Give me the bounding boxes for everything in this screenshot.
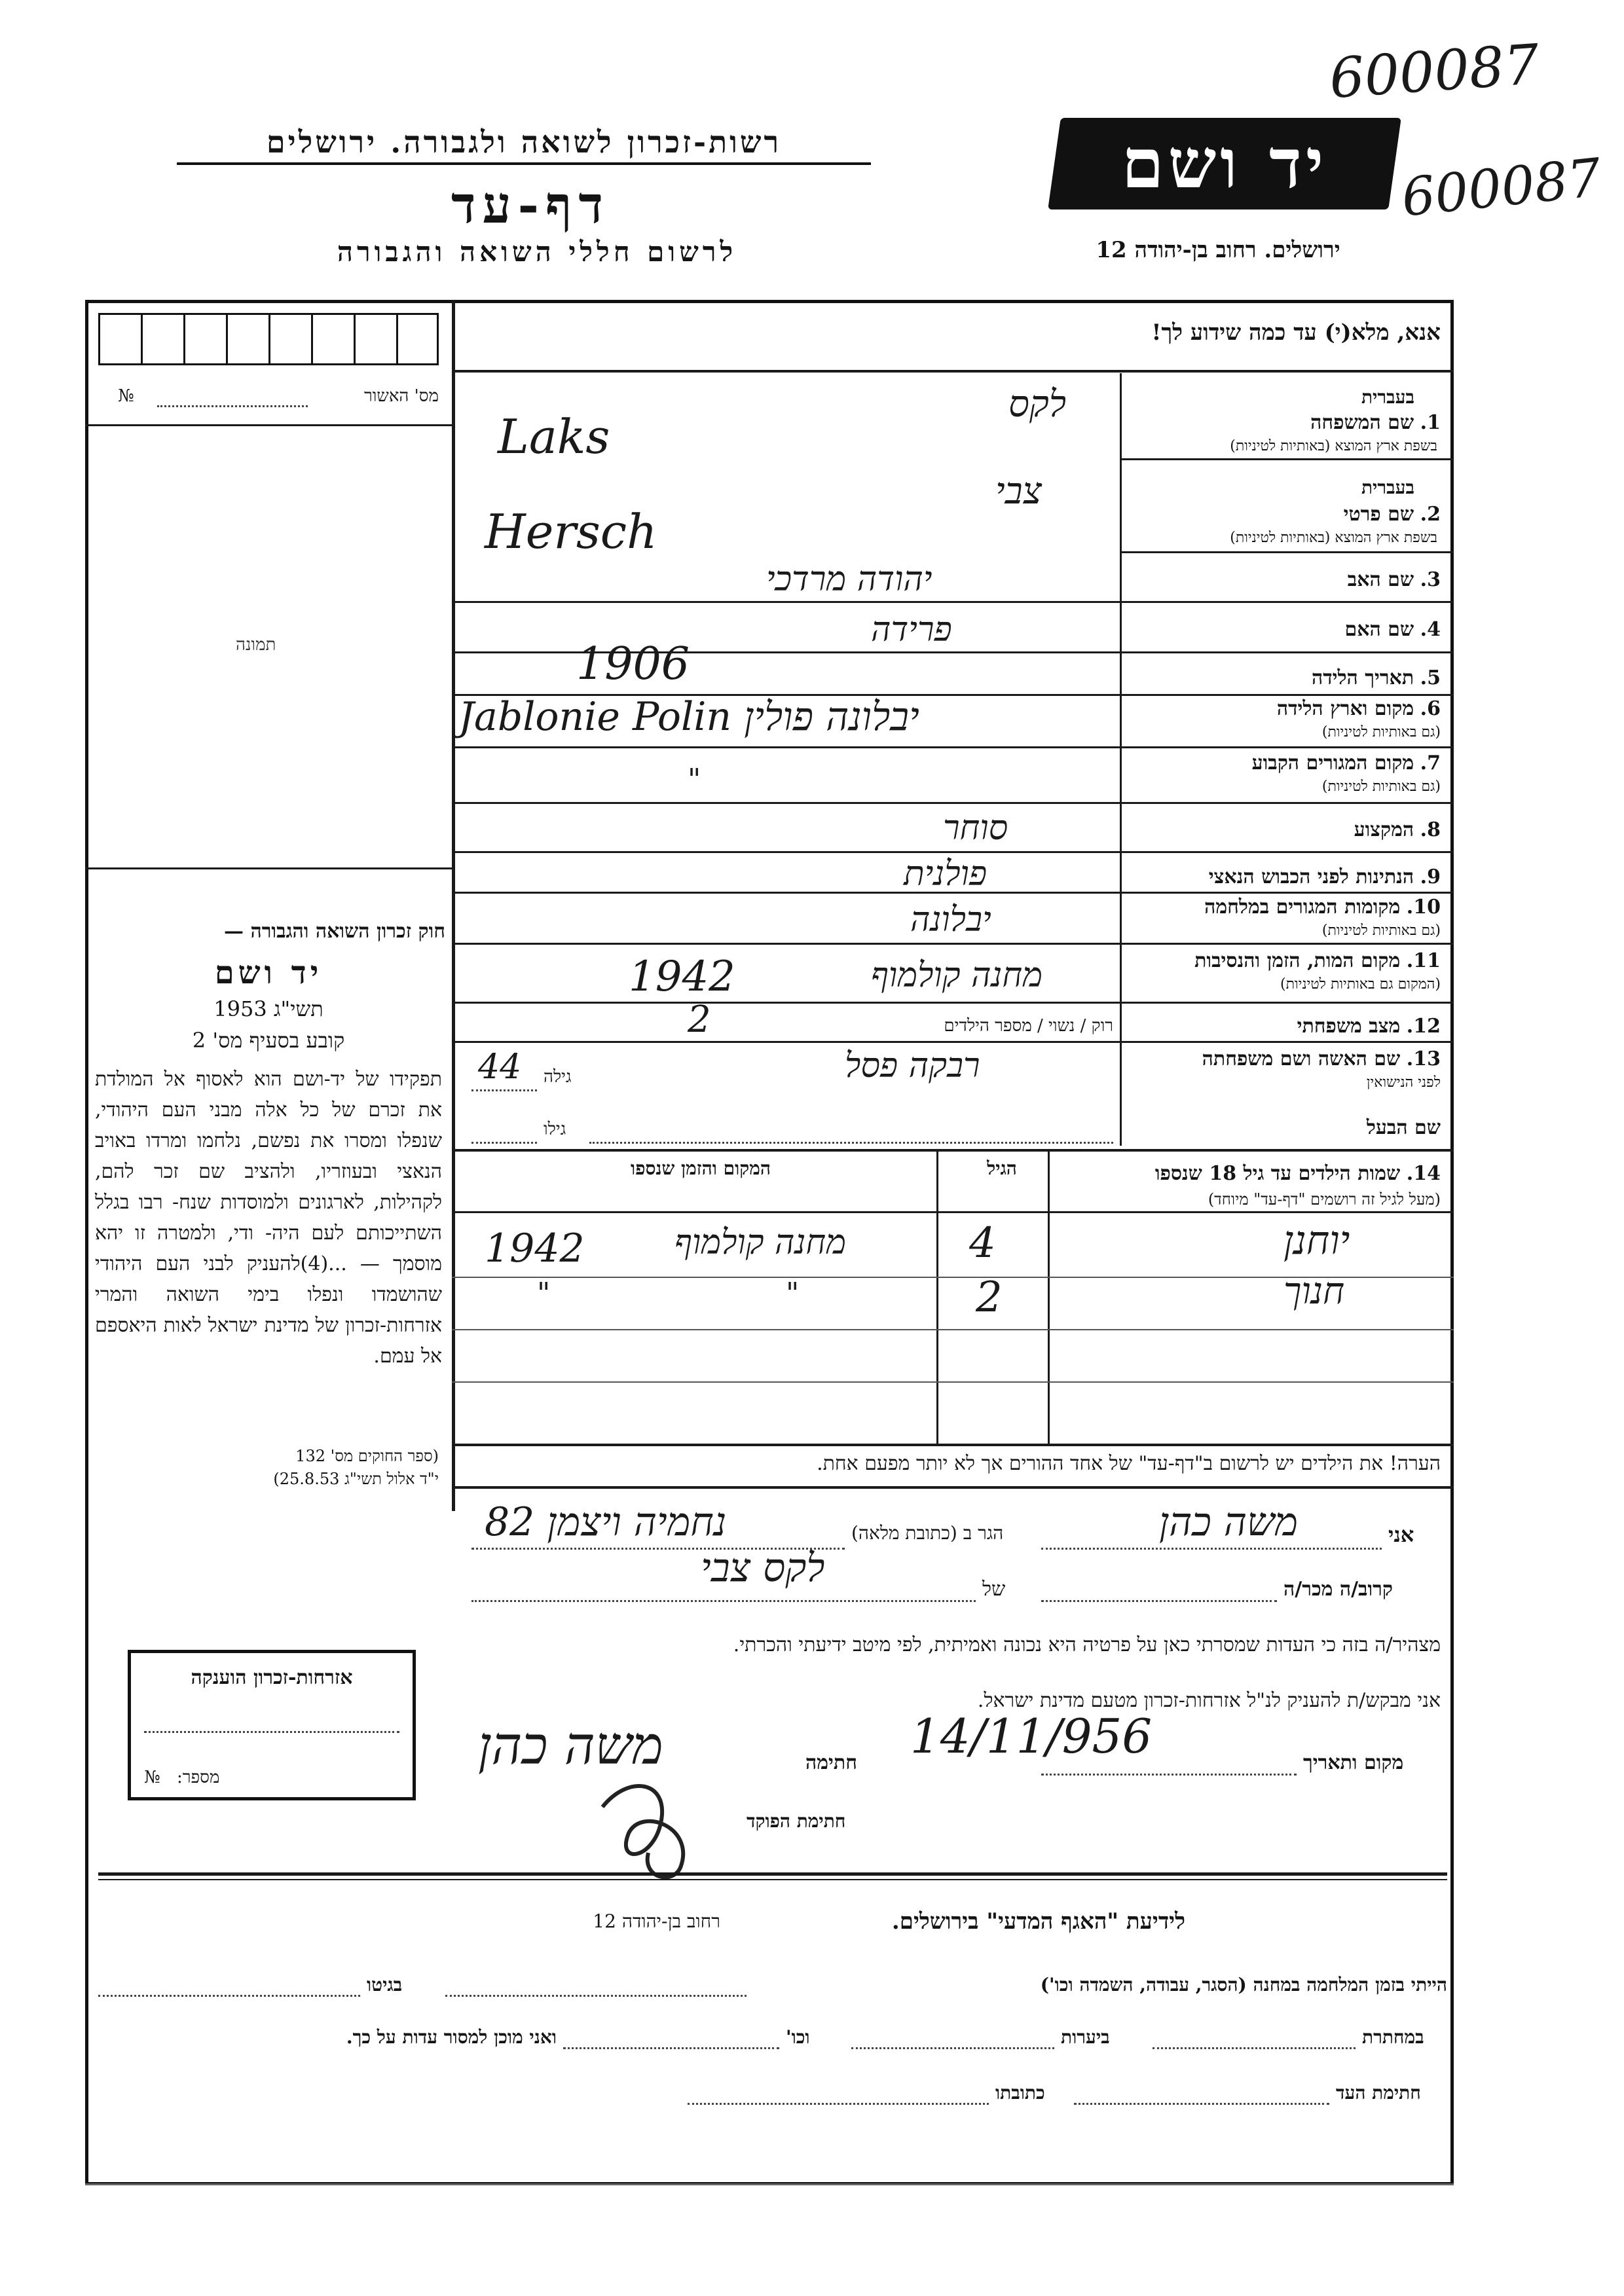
wife-age-label: גילה xyxy=(544,1067,572,1087)
children-row-3-line xyxy=(452,1381,1454,1383)
footer-title: לידיעת "האגף המדעי" בירושלים. xyxy=(891,1908,1185,1935)
footer-camp-field[interactable] xyxy=(445,1992,747,1997)
place-date-field[interactable] xyxy=(1041,1771,1297,1776)
footer-forests-field[interactable] xyxy=(851,2045,1054,2049)
field-12-divider xyxy=(452,1041,1454,1043)
value-children-count: 2 xyxy=(688,998,711,1041)
field-12-num: 12. xyxy=(1406,1015,1441,1038)
field-2-latin-sub: בשפת ארץ המוצא (באותיות לטיניות) xyxy=(1230,530,1437,546)
declaration-relative-field[interactable] xyxy=(1041,1597,1277,1602)
field-5-num: 5. xyxy=(1420,666,1441,689)
field-12-options: רוק / נשוי / מספר הילדים xyxy=(944,1016,1113,1036)
field-13-sub: לפני הנישואין xyxy=(1366,1074,1441,1091)
signature-label: חתימה xyxy=(805,1751,857,1774)
value-death-year: 1942 xyxy=(629,953,735,1001)
field-6-label xyxy=(1126,697,1441,720)
approval-no-symbol: № xyxy=(118,386,134,406)
child-1-age: 4 xyxy=(969,1219,996,1267)
field-3-text: שם האב xyxy=(1347,568,1414,591)
field-11-sub: (המקום גם באותיות לטיניות) xyxy=(1280,976,1441,993)
field-12-label xyxy=(1126,1015,1441,1038)
approval-divider xyxy=(85,424,452,426)
handwritten-number-2: 600087 xyxy=(1398,147,1604,228)
field-6-divider xyxy=(452,746,1454,748)
field-10-label xyxy=(1126,896,1441,919)
wife-age-field[interactable] xyxy=(471,1087,537,1091)
field-8-text: המקצוע xyxy=(1354,818,1414,841)
field-8-label xyxy=(1126,818,1441,841)
law-year-number: 1953 xyxy=(213,996,267,1021)
footer-witness-address-field[interactable] xyxy=(688,2100,989,2105)
field-6-text: מקום וארץ הלידה xyxy=(1276,697,1414,720)
note-divider xyxy=(452,1486,1454,1489)
field-2-num: 2. xyxy=(1420,503,1441,526)
field-2-hebrew-sub: בעברית xyxy=(1361,477,1414,498)
value-family-hebrew: לקס xyxy=(1008,383,1067,426)
value-family-latin: Laks xyxy=(498,409,610,464)
field-2-text: שם פרטי xyxy=(1343,503,1414,526)
footer-ghetto-label: בגיטו xyxy=(367,1974,403,1995)
citizenship-number-label: מספר: xyxy=(177,1768,220,1787)
value-birthplace: Jablonie Polin יבלונה פולין xyxy=(458,694,919,740)
law-name: יד ושם xyxy=(214,955,323,991)
value-wife: רבקה פסל xyxy=(845,1046,980,1085)
field-1-latin-sub: בשפת ארץ המוצא (באותיות לטיניות) xyxy=(1230,438,1437,454)
form-instruction: אנא, מלא(י) עד כמה שידוע לך! xyxy=(1151,319,1441,346)
children-header-divider xyxy=(452,1211,1454,1213)
declaration-request: אני מבקש/ת להעניק לנ"ל אזרחות-זכרון מטעם מדינת ישראל. xyxy=(977,1689,1441,1712)
child-1-place: מחנה קולמוף xyxy=(674,1223,847,1262)
law-section: קובע בסעיף מס' 2 xyxy=(192,1028,345,1053)
field-1-divider xyxy=(1120,458,1454,460)
children-col-age: הגיל xyxy=(987,1157,1017,1179)
husband-age-label: גילו xyxy=(544,1120,566,1139)
photo-label: תמונה xyxy=(236,635,276,655)
field-13-text: שם האשה ושם משפחתה xyxy=(1202,1048,1401,1070)
children-row-2-line xyxy=(452,1329,1454,1330)
footer-underground-field[interactable] xyxy=(1153,2045,1356,2049)
field-4-label xyxy=(1126,618,1441,641)
children-col-place: המקום והזמן שנספו xyxy=(631,1157,771,1179)
date-value: 14/11/956 xyxy=(910,1709,1153,1764)
value-mother: פרידה xyxy=(871,610,952,649)
field-1-num: 1. xyxy=(1420,411,1441,434)
children-col-divider-1 xyxy=(936,1149,938,1444)
official-signature-label: חתימת הפוקד xyxy=(747,1810,846,1832)
section-divider-14 xyxy=(452,1149,1454,1152)
footer-witness-address-label: כתובתו xyxy=(995,2082,1045,2104)
child-2-year: " xyxy=(537,1277,551,1310)
logo-text: יד ושם xyxy=(1121,123,1328,204)
field-7-num: 7. xyxy=(1420,752,1441,774)
stamp-boxes xyxy=(98,313,439,365)
label-column-divider xyxy=(1120,373,1122,1146)
signature-value: משה כהן xyxy=(478,1715,663,1776)
field-2-label xyxy=(1126,503,1441,526)
children-bottom-divider xyxy=(452,1444,1454,1446)
children-title xyxy=(1035,1162,1441,1185)
field-7-text: מקום המגורים הקבוע xyxy=(1251,752,1414,774)
field-9-text: הנתינות לפני הכבוש הנאצי xyxy=(1208,866,1414,888)
instruction-divider xyxy=(452,370,1454,373)
approval-number-field[interactable] xyxy=(157,403,308,407)
field-11-num: 11. xyxy=(1406,949,1441,972)
citizenship-no-symbol: № xyxy=(144,1768,160,1787)
handwritten-number-1: 600087 xyxy=(1327,31,1541,111)
field-9-num: 9. xyxy=(1420,866,1441,888)
footer-divider-1 xyxy=(98,1872,1447,1876)
field-6-num: 6. xyxy=(1420,697,1441,720)
declaration-of-field[interactable] xyxy=(471,1597,976,1602)
footer-etc-label: וכו' xyxy=(786,2026,810,2048)
field-13-num: 13. xyxy=(1406,1048,1441,1070)
organization-line: רשות-זכרון לשואה ולגבורה. ירושלים xyxy=(177,124,871,165)
child-1-name: יוחנן xyxy=(1283,1218,1350,1264)
declaration-i-value: משה כהן xyxy=(1159,1499,1299,1545)
page-bottom-line xyxy=(85,2183,1454,2185)
declaration-name-field[interactable] xyxy=(1041,1545,1382,1550)
children-title-text: שמות הילדים עד גיל 18 שנספו xyxy=(1154,1162,1401,1185)
field-10-sub: (גם באותיות לטיניות) xyxy=(1321,922,1441,939)
field-7-label xyxy=(1126,752,1441,774)
child-1-year: 1942 xyxy=(485,1226,585,1271)
photo-divider xyxy=(85,867,452,869)
value-birth-year: 1906 xyxy=(576,638,690,690)
value-war-residence: יבלונה xyxy=(910,900,991,939)
husband-label: שם הבעל xyxy=(1366,1116,1441,1139)
field-5-label xyxy=(1126,666,1441,689)
field-8-divider xyxy=(452,851,1454,853)
declaration-i-label: אני xyxy=(1388,1522,1414,1547)
footer-forests-label: ביערות xyxy=(1061,2026,1110,2048)
footer-underground-label: במחתרת xyxy=(1362,2026,1424,2048)
children-col-divider-2 xyxy=(1048,1149,1050,1444)
logo-address: ירושלים. רחוב בן-יהודה 12 xyxy=(1096,237,1340,263)
yad-vashem-logo xyxy=(1048,118,1401,210)
children-subtitle: (מעל לגיל זה רושמים "דף-עד" מיוחד) xyxy=(1208,1190,1441,1209)
field-4-text: שם האם xyxy=(1344,618,1414,641)
footer-ghetto-field[interactable] xyxy=(98,1992,360,1997)
value-nationality: פולנית xyxy=(904,854,987,894)
footer-witness-signature-field[interactable] xyxy=(1074,2100,1329,2105)
footer-etc-field[interactable] xyxy=(563,2045,779,2049)
declaration-statement: מצהיר/ה בזה כי העדות שמסרתי כאן על פרטיה היא נכונה ואמיתית, לפי מיטב ידיעתי והכרתי. xyxy=(733,1633,1441,1656)
field-3-num: 3. xyxy=(1420,568,1441,591)
field-10-divider xyxy=(452,943,1454,945)
law-text: תפקידו של יד-ושם הוא לאסוף אל המולדת את זכרם של כל אלה מבני העם היהודי, שנפלו ומסרו את נפשם, נלחמו ומרדו באויב הנאצי ובעוזריו, ולהציב שם זכר להם, לקהילות, לארגונים ולמוסדות שנח- רבו בגלל השתייכותם לעם היה- ודי, ולמטרה זו יהא מוסמך — ...(4)להעניק לבני העם היהודי שהושמדו ונפלו בימי השואה והמרי אזרחות-זכרון של מדינת ישראל לאות היאספם אל עמם. xyxy=(95,1068,443,1368)
field-7-sub: (גם באותיות לטיניות) xyxy=(1321,778,1441,795)
field-11-divider xyxy=(452,1002,1454,1004)
field-1-text: שם המשפחה xyxy=(1310,411,1414,434)
field-9-label xyxy=(1126,866,1441,888)
declaration-residing-value: נחמיה ויצמן 82 xyxy=(485,1499,727,1545)
field-12-text: מצב משפחתי xyxy=(1297,1015,1401,1038)
footer-divider-2 xyxy=(98,1879,1447,1880)
footer-ready-text: ואני מוכן למסור עדות על כך. xyxy=(346,2026,557,2048)
page-subtitle: לרשום חללי השואה והגבורה xyxy=(337,236,737,268)
citizenship-line-1[interactable] xyxy=(144,1728,399,1733)
field-10-text: מקומות המגורים במלחמה xyxy=(1204,896,1401,919)
declaration-of-value: לקס צבי xyxy=(701,1545,825,1591)
field-10-num: 10. xyxy=(1406,896,1441,919)
declaration-of-label: של xyxy=(982,1578,1006,1601)
value-residence: " xyxy=(688,763,701,796)
footer-address: רחוב בן-יהודה 12 xyxy=(593,1910,720,1932)
value-father: יהודה מרדכי xyxy=(766,560,932,599)
field-1-label xyxy=(1126,411,1441,434)
place-date-label: מקום ותאריך xyxy=(1303,1751,1404,1774)
law-source: (ספר החוקים מס' 132 xyxy=(295,1447,439,1465)
children-num: 14. xyxy=(1406,1162,1441,1185)
field-3-divider xyxy=(452,601,1454,603)
field-7-divider xyxy=(452,802,1454,804)
value-wife-age: 44 xyxy=(478,1048,522,1087)
declaration-residing-label: הגר ב (כתובת מלאה) xyxy=(851,1522,1004,1544)
law-year-hebrew: תשי"ג xyxy=(273,996,323,1021)
value-occupation: סוחר xyxy=(943,809,1008,848)
declaration-relative-label: קרוב/ה מכר/ה xyxy=(1283,1578,1393,1601)
field-5-text: תאריך הלידה xyxy=(1311,666,1414,689)
footer-witness-signature-label: חתימת העד xyxy=(1336,2082,1421,2104)
citizenship-title: אזרחות-זכרון הוענקה xyxy=(191,1666,353,1689)
field-11-label xyxy=(1126,949,1441,972)
field-4-num: 4. xyxy=(1420,618,1441,641)
law-source-date: י"ד אלול תשי"ג 25.8.53) xyxy=(273,1470,439,1488)
value-first-hebrew: צבי xyxy=(995,470,1043,513)
page-title: דף-עד xyxy=(451,175,610,235)
field-11-text: מקום המות, הזמן והנסיבות xyxy=(1194,949,1401,972)
field-13-label xyxy=(1126,1048,1441,1070)
field-8-num: 8. xyxy=(1420,818,1441,841)
field-1-hebrew-sub: בעברית xyxy=(1361,386,1414,408)
field-2-divider xyxy=(1120,551,1454,553)
child-2-name: חנוך xyxy=(1283,1270,1345,1313)
husband-name-field[interactable] xyxy=(589,1139,1113,1144)
law-year xyxy=(92,996,445,1021)
husband-age-field[interactable] xyxy=(471,1139,537,1144)
approval-number-label: מס' האשור xyxy=(363,386,439,406)
value-first-latin: Hersch xyxy=(485,504,657,559)
footer-line1-text: הייתי בזמן המלחמה במחנה (הסגר, עבודה, השמדה וכו') xyxy=(1040,1974,1447,1995)
note-text: הערה! את הילדים יש לרשום ב"דף-עד" של אחד ההורים אך לא יותר מפעם אחת. xyxy=(817,1452,1441,1475)
field-6-sub: (גם באותיות לטיניות) xyxy=(1321,724,1441,740)
child-2-place: " xyxy=(786,1277,800,1310)
child-2-age: 2 xyxy=(976,1273,1003,1322)
law-title: חוק זכרון השואה והגבורה — xyxy=(224,920,445,943)
value-death-place: מחנה קולמוף xyxy=(871,956,1043,995)
field-3-label xyxy=(1126,568,1441,591)
